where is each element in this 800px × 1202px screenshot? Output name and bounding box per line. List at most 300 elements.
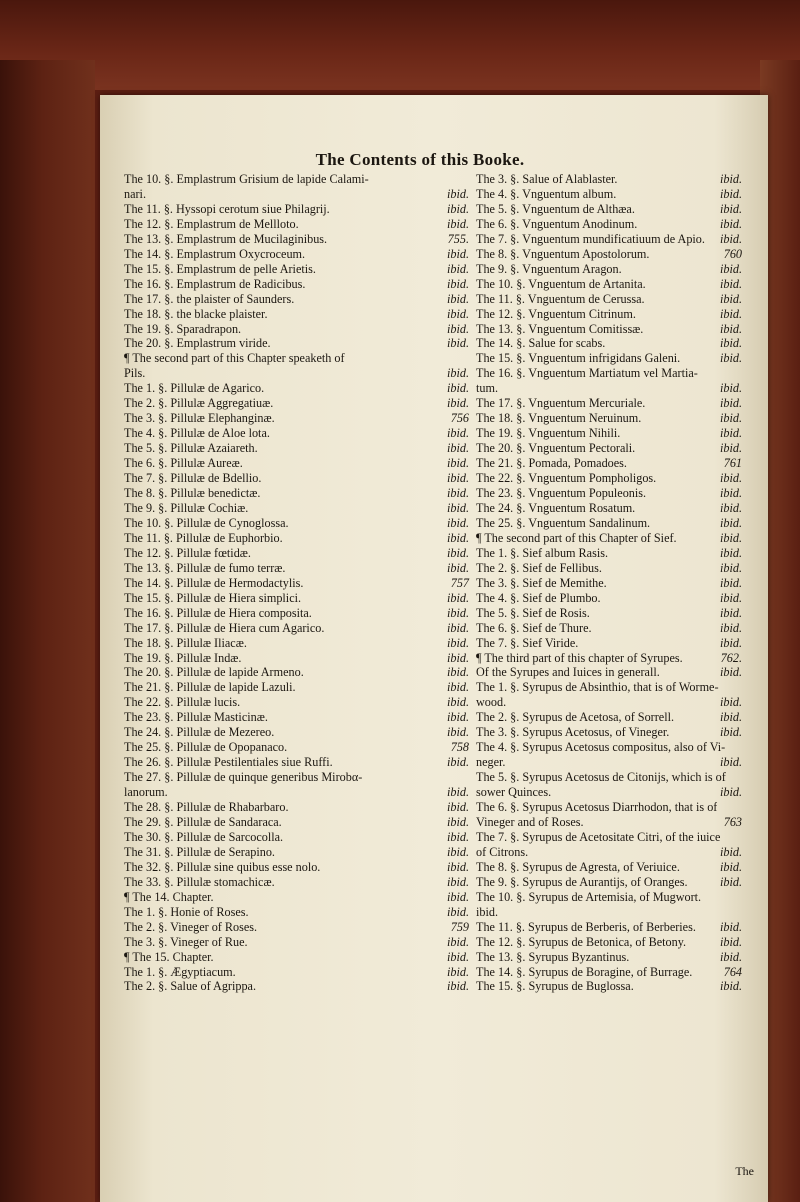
contents-entry [476,486,742,501]
contents-entry [124,561,469,576]
entry-text: The 7. §. Vnguentum mundificatiuum de Apio. [476,231,705,246]
contents-entry [124,830,469,845]
entry-page: ibid. [719,530,742,545]
contents-entry [476,381,742,396]
entry-text: The 10. §. Emplastrum Grisium de lapide Calami- [124,172,369,186]
entry-text: ¶ The second part of this Chapter of Sief. [476,530,677,545]
contents-entry [124,725,469,740]
entry-text: The 10. §. Pillulæ de Cynoglossa. [124,515,289,530]
entry-page: ibid. [446,276,469,291]
entry-page: ibid. [719,859,742,874]
entry-text: The 20. §. Pillulæ de lapide Armeno. [124,665,304,680]
entry-text: The 12. §. Syrupus de Betonica, of Betony. [476,934,687,949]
entry-page: 759 [450,919,469,934]
entry-text: The 8. §. Syrupus de Agresta, of Veriuice. [476,859,680,874]
entry-text: The 12. §. Pillulæ fœtidæ. [124,545,251,560]
contents-entry [476,277,742,292]
contents-entry [124,920,469,935]
contents-entry [476,262,742,277]
contents-entry [124,396,469,411]
contents-entry [476,636,742,651]
entry-page: ibid. [719,411,742,426]
contents-entry [476,351,742,366]
entry-page: ibid. [446,710,469,725]
entry-text: The 15. §. Vnguentum infrigidans Galeni. [476,351,681,366]
entry-text: The 2. §. Pillulæ Aggregatiuæ. [124,396,274,411]
entry-page: 763 [723,814,742,829]
entry-text: The 19. §. Vnguentum Nihili. [476,426,621,441]
entry-text: The 24. §. Vnguentum Rosatum. [476,500,636,515]
contents-entry [124,471,469,486]
entry-page: 761 [723,456,742,471]
entry-page: ibid. [719,575,742,590]
entry-text: The 22. §. Pillulæ lucis. [124,695,241,710]
contents-entry [476,800,742,815]
contents-entry [476,336,742,351]
contents-entry [124,336,469,351]
entry-text: The 24. §. Pillulæ de Mezereo. [124,725,275,740]
entry-text: The 3. §. Syrupus Acetosus, of Vineger. [476,725,670,740]
entry-page: ibid. [719,785,742,800]
contents-entry [124,979,469,994]
entry-page: ibid. [446,695,469,710]
entry-page: ibid. [446,755,469,770]
entry-text: The 10. §. Syrupus de Artemisia, of Mugwort. [476,889,702,904]
entry-text: The 3. §. Salue of Alablaster. [476,172,618,186]
entry-page: ibid. [446,246,469,261]
page-title: The Contents of this Booke. [315,150,525,169]
contents-entry [476,247,742,262]
contents-entry [124,875,469,890]
contents-entry [124,292,469,307]
entry-text: The 23. §. Pillulæ Masticinæ. [124,710,268,725]
entry-text: The 6. §. Pillulæ Aureæ. [124,456,243,471]
contents-entry [124,351,469,366]
entry-page: ibid. [719,486,742,501]
entry-page: ibid. [719,426,742,441]
entry-text: The 10. §. Vnguentum de Artanita. [476,276,646,291]
entry-text: The 25. §. Vnguentum Sandalinum. [476,515,651,530]
entry-page: ibid. [719,381,742,396]
entry-text: The 8. §. Vnguentum Apostolorum. [476,246,650,261]
contents-entry [476,665,742,680]
entry-text: The 14. §. Salue for scabs. [476,336,606,351]
entry-text: The 4. §. Pillulæ de Aloe lota. [124,426,270,441]
entry-text: of Citrons. [476,844,529,859]
entry-page: ibid. [719,471,742,486]
contents-entry [124,740,469,755]
entry-text: The 26. §. Pillulæ Pestilentiales siue Ruffi. [124,755,333,770]
contents-entry [476,307,742,322]
entry-text: The 19. §. Pillulæ Indæ. [124,650,242,665]
contents-entry [124,501,469,516]
entry-text: ¶ The 14. Chapter. [124,889,214,904]
entry-page: ibid. [446,800,469,815]
entry-page: ibid. [719,605,742,620]
contents-entry [476,456,742,471]
entry-page: ibid. [446,396,469,411]
contents-entry [476,516,742,531]
contents-entry [476,591,742,606]
contents-entry [476,680,742,695]
entry-page: ibid. [719,874,742,889]
entry-text: The 16. §. Emplastrum de Radicibus. [124,276,306,291]
entry-text: The 13. §. Syrupus Byzantinus. [476,949,630,964]
entry-page: 760 [723,246,742,261]
contents-entry [124,591,469,606]
contents-entry [124,531,469,546]
entry-text: The 4. §. Sief de Plumbo. [476,590,601,605]
contents-entry [476,920,742,935]
entry-text: sower Quinces. [476,785,552,800]
entry-text: The 7. §. Sief Viride. [476,635,579,650]
contents-entry [124,710,469,725]
entry-page: ibid. [719,590,742,605]
contents-entry [476,785,742,800]
entry-page: ibid. [446,471,469,486]
catchword: The [735,1164,754,1178]
binding-top [0,0,800,90]
entry-page: ibid. [719,351,742,366]
entry-page: ibid. [719,216,742,231]
entry-page: ibid. [446,321,469,336]
contents-entry [124,441,469,456]
contents-entry [124,322,469,337]
entry-page: ibid. [446,441,469,456]
entry-page: ibid. [719,844,742,859]
entry-text: The 15. §. Emplastrum de pelle Arietis. [124,261,316,276]
entry-page: ibid. [719,725,742,740]
entry-text: The 13. §. Pillulæ de fumo terræ. [124,560,286,575]
entry-page: ibid. [719,441,742,456]
contents-entry [476,426,742,441]
contents-entry [124,606,469,621]
contents-entry [476,651,742,666]
contents-entry [124,576,469,591]
entry-page: ibid. [446,216,469,231]
entry-text: The 1. §. Sief album Rasis. [476,545,609,560]
entry-text: The 3. §. Sief de Memithe. [476,575,607,590]
contents-entry [124,785,469,800]
contents-entry [124,965,469,980]
contents-entry [476,322,742,337]
contents-entry [476,905,742,920]
binding-left [0,60,95,1202]
contents-entry [476,441,742,456]
entry-page: ibid. [719,336,742,351]
entry-text: The 9. §. Pillulæ Cochiæ. [124,500,249,515]
entry-text: The 16. §. Pillulæ de Hiera composita. [124,605,312,620]
entry-page: ibid. [446,904,469,919]
entry-text: The 4. §. Vnguentum album. [476,186,617,201]
entry-text: The 27. §. Pillulæ de quinque generibus Mirobα- [124,770,363,785]
entry-page: ibid. [719,186,742,201]
entry-page: ibid. [446,874,469,889]
entry-page: ibid. [446,515,469,530]
entry-text: The 14. §. Emplastrum Oxycroceum. [124,246,306,261]
contents-entry [124,486,469,501]
contents-entry [124,845,469,860]
entry-text: The 21. §. Pomada, Pomadoes. [476,456,627,471]
contents-entry [124,187,469,202]
contents-entry [124,651,469,666]
entry-page: ibid. [446,949,469,964]
entry-text: The 3. §. Pillulæ Elephanginæ. [124,411,275,426]
entry-text: Vineger and of Roses. [476,814,584,829]
entry-text: ibid. [476,904,499,919]
entry-text: Of the Syrupes and Iuices in generall. [476,665,660,680]
entry-page: ibid. [446,785,469,800]
entry-page: ibid. [446,620,469,635]
entry-text: Pils. [124,366,146,381]
entry-text: The 2. §. Sief de Fellibus. [476,560,602,575]
entry-text: tum. [476,381,499,396]
entry-text: The 32. §. Pillulæ sine quibus esse nolo. [124,859,321,874]
entry-page: ibid. [446,859,469,874]
entry-page: ibid. [719,919,742,934]
entry-page: ibid. [719,979,742,994]
entry-page: 758 [450,740,469,755]
entry-text: The 14. §. Syrupus de Boragine, of Burrage. [476,964,693,979]
contents-entry [476,740,742,755]
entry-page: ibid. [446,635,469,650]
entry-page: ibid. [719,560,742,575]
entry-text: The 7. §. Syrupus de Acetositate Citri, of the iuice [476,829,721,844]
entry-page: ibid. [719,635,742,650]
contents-entry [124,935,469,950]
entry-text: ¶ The 15. Chapter. [124,949,214,964]
entry-text: The 17. §. Vnguentum Mercuriale. [476,396,646,411]
contents-entry [476,292,742,307]
contents-entry [476,501,742,516]
contents-entry [476,935,742,950]
entry-text: lanorum. [124,785,168,800]
entry-page: ibid. [719,695,742,710]
entry-text: The 33. §. Pillulæ stomachicæ. [124,874,275,889]
contents-entry [476,860,742,875]
entry-page: ibid. [446,545,469,560]
entry-page: ibid. [719,291,742,306]
entry-page: ibid. [719,321,742,336]
contents-entry [476,875,742,890]
entry-text: The 13. §. Emplastrum de Mucilaginibus. [124,231,328,246]
entry-page: ibid. [446,605,469,620]
entry-page: ibid. [719,261,742,276]
contents-entry [124,770,469,785]
entry-page: ibid. [446,590,469,605]
entry-text: The 5. §. Sief de Rosis. [476,605,590,620]
entry-text: The 7. §. Pillulæ de Bdellio. [124,471,262,486]
contents-left-column [124,172,469,994]
entry-page: ibid. [446,560,469,575]
entry-page: ibid. [719,276,742,291]
contents-entry [124,890,469,905]
entry-text: The 5. §. Syrupus Acetosus de Citonijs, which is of [476,770,726,785]
entry-page: ibid. [446,426,469,441]
contents-entry [476,725,742,740]
entry-text: The 18. §. the blacke plaister. [124,306,268,321]
entry-text: The 1. §. Pillulæ de Agarico. [124,381,265,396]
entry-text: The 17. §. the plaister of Saunders. [124,291,295,306]
entry-page: ibid. [446,844,469,859]
contents-entry [476,695,742,710]
entry-page: ibid. [719,545,742,560]
contents-entry [124,232,469,247]
entry-text: The 23. §. Vnguentum Populeonis. [476,486,647,501]
entry-page: ibid. [446,456,469,471]
entry-page: ibid. [446,336,469,351]
contents-entry [476,217,742,232]
entry-page: 756 [450,411,469,426]
contents-entry [124,950,469,965]
entry-page: ibid. [719,665,742,680]
entry-page: ibid. [446,650,469,665]
entry-page: ibid. [719,949,742,964]
entry-text: The 1. §. Ægyptiacum. [124,964,236,979]
contents-entry [124,860,469,875]
contents-entry [124,411,469,426]
contents-entry [476,187,742,202]
contents-entry [124,800,469,815]
contents-entry [476,830,742,845]
entry-text: The 5. §. Vnguentum de Althæa. [476,201,635,216]
entry-page: ibid. [719,755,742,770]
contents-entry [124,546,469,561]
entry-text: The 12. §. Emplastrum de Mellloto. [124,216,299,231]
contents-entry [476,366,742,381]
entry-text: The 16. §. Vnguentum Martiatum vel Martia- [476,366,698,381]
contents-entry [124,217,469,232]
entry-text: The 5. §. Pillulæ Azaiareth. [124,441,258,456]
entry-text: The 2. §. Salue of Agrippa. [124,979,257,994]
contents-entry [476,561,742,576]
contents-right-column [476,172,742,994]
entry-text: The 14. §. Pillulæ de Hermodactylis. [124,575,304,590]
entry-page: ibid. [719,172,742,186]
contents-entry [124,905,469,920]
entry-text: The 25. §. Pillulæ de Opopanaco. [124,740,288,755]
entry-text: The 17. §. Pillulæ de Hiera cum Agarico. [124,620,325,635]
entry-text: The 2. §. Vineger of Roses. [124,919,258,934]
contents-entry [124,247,469,262]
entry-page: 755. [447,231,469,246]
entry-page: 762. [720,650,742,665]
contents-entry [476,845,742,860]
contents-entry [124,695,469,710]
entry-text: nari. [124,186,146,201]
contents-entry [476,755,742,770]
entry-text: The 1. §. Syrupus de Absinthio, that is of Worme- [476,680,719,695]
entry-page: ibid. [719,306,742,321]
entry-text: The 11. §. Hyssopi cerotum siue Philagrij. [124,201,330,216]
entry-page: ibid. [446,291,469,306]
entry-text: The 1. §. Honie of Roses. [124,904,249,919]
entry-page: ibid. [446,366,469,381]
entry-text: ¶ The third part of this chapter of Syrupes. [476,650,683,665]
contents-entry [476,815,742,830]
entry-text: The 8. §. Pillulæ benedictæ. [124,486,261,501]
entry-text: The 21. §. Pillulæ de lapide Lazuli. [124,680,296,695]
entry-text: The 30. §. Pillulæ de Sarcocolla. [124,829,284,844]
contents-entry [124,665,469,680]
entry-text: The 11. §. Syrupus de Berberis, of Berberies. [476,919,696,934]
contents-entry [476,396,742,411]
contents-entry [476,979,742,994]
entry-text: The 18. §. Pillulæ Iliacæ. [124,635,247,650]
entry-text: The 9. §. Syrupus de Aurantijs, of Oranges. [476,874,688,889]
contents-entry [476,232,742,247]
entry-text: wood. [476,695,507,710]
contents-entry [476,202,742,217]
contents-entry [476,471,742,486]
entry-text: ¶ The second part of this Chapter speaketh of [124,351,345,366]
entry-page: ibid. [446,186,469,201]
contents-entry [476,965,742,980]
contents-entry [476,576,742,591]
contents-entry [124,307,469,322]
entry-text: The 13. §. Vnguentum Comitissæ. [476,321,644,336]
entry-page: ibid. [719,500,742,515]
contents-entry [124,277,469,292]
entry-text: The 20. §. Vnguentum Pectorali. [476,441,636,456]
entry-page: 757 [450,575,469,590]
contents-entry [124,755,469,770]
contents-entry [124,456,469,471]
entry-text: The 3. §. Vineger of Rue. [124,934,248,949]
entry-page: ibid. [446,964,469,979]
entry-page: ibid. [446,530,469,545]
entry-text: The 15. §. Pillulæ de Hiera simplici. [124,590,302,605]
contents-entry [476,950,742,965]
entry-page: ibid. [446,814,469,829]
entry-page: ibid. [446,261,469,276]
entry-page: 764 [723,964,742,979]
entry-page: ibid. [446,500,469,515]
entry-page: ibid. [446,979,469,994]
contents-entry [476,546,742,561]
entry-text: The 29. §. Pillulæ de Sandaraca. [124,814,282,829]
contents-entry [124,621,469,636]
entry-text: The 9. §. Vnguentum Aragon. [476,261,622,276]
entry-text: The 19. §. Sparadrapon. [124,321,242,336]
contents-entry [124,202,469,217]
entry-page: ibid. [446,201,469,216]
contents-entry [476,890,742,905]
entry-page: ibid. [446,665,469,680]
entry-text: The 11. §. Vnguentum de Cerussa. [476,291,645,306]
entry-text: The 6. §. Sief de Thure. [476,620,592,635]
contents-entry [124,815,469,830]
contents-entry [476,606,742,621]
entry-page: ibid. [719,396,742,411]
contents-entry [476,172,742,187]
entry-page: ibid. [446,934,469,949]
entry-text: The 15. §. Syrupus de Buglossa. [476,979,634,994]
entry-text: The 2. §. Syrupus de Acetosa, of Sorrell. [476,710,675,725]
entry-page: ibid. [446,680,469,695]
entry-text: The 4. §. Syrupus Acetosus compositus, also of Vi- [476,740,726,755]
entry-text: The 6. §. Vnguentum Anodinum. [476,216,638,231]
entry-text: The 18. §. Vnguentum Neruinum. [476,411,642,426]
entry-page: ibid. [719,710,742,725]
entry-page: ibid. [446,486,469,501]
entry-text: The 12. §. Vnguentum Citrinum. [476,306,636,321]
entry-page: ibid. [446,889,469,904]
contents-entry [476,621,742,636]
entry-page: ibid. [446,725,469,740]
contents-entry [124,636,469,651]
entry-text: The 22. §. Vnguentum Pompholigos. [476,471,657,486]
